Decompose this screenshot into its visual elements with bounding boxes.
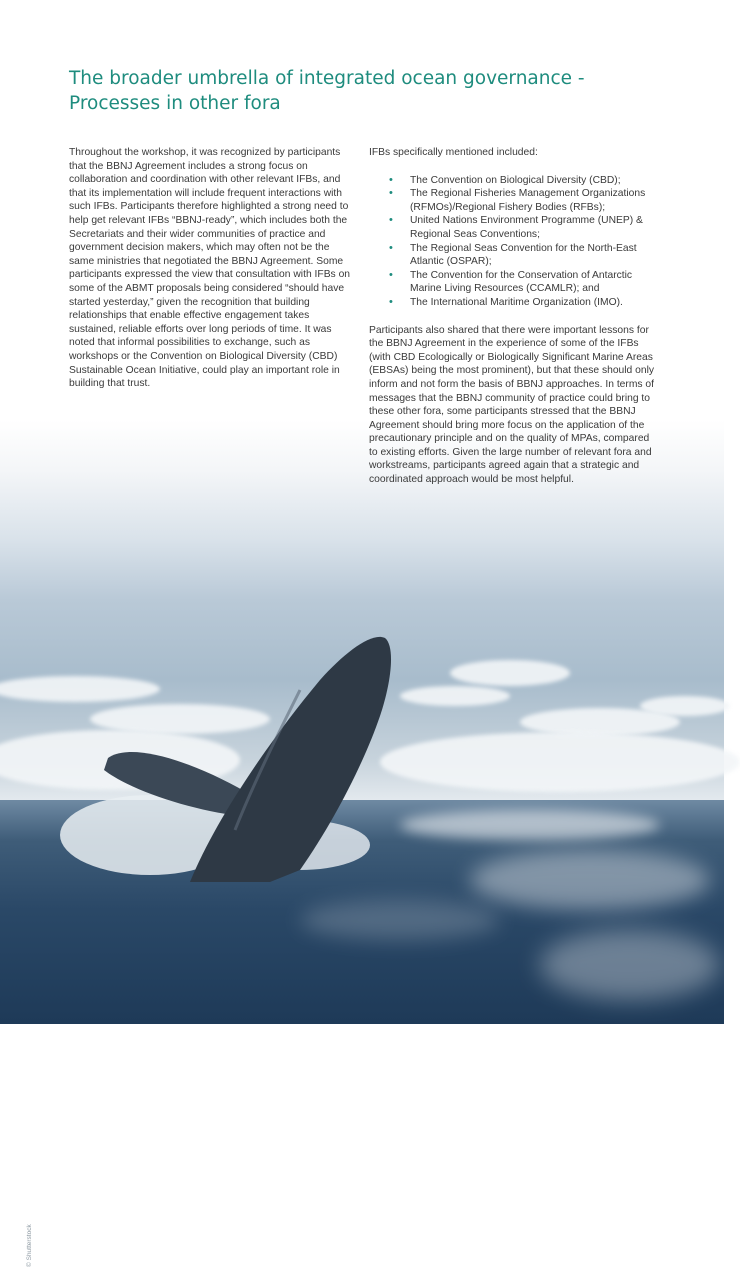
bullet-icon: •	[389, 187, 393, 200]
ifb-intro: IFBs specifically mentioned included:	[369, 147, 538, 158]
list-item-text: The Regional Fisheries Management Organizations (RFMOs)/Regional Fishery Bodies (RFBs);	[410, 188, 646, 213]
title-line-1: The broader umbrella of integrated ocean governance -	[69, 68, 585, 89]
list-item-text: The Regional Seas Convention for the North-East Atlantic (OSPAR);	[410, 242, 637, 268]
photo-credit-area	[14, 655, 33, 1267]
ifb-list	[369, 174, 655, 310]
water-sparkle	[540, 930, 720, 1000]
bullet-icon: •	[389, 268, 393, 281]
list-item	[369, 187, 655, 214]
list-item	[369, 242, 655, 269]
bullet-icon: •	[389, 173, 393, 186]
right-column	[369, 146, 655, 487]
list-item-text: The Convention on Biological Diversity (CBD);	[410, 174, 621, 186]
title-line-2: Processes in other fora	[69, 93, 281, 114]
list-item-text: The Convention for the Conservation of Antarctic Marine Living Resources (CCAMLR); and	[410, 269, 633, 295]
right-paragraph: Participants also shared that there were important lessons for the BBNJ Agreement in the experience of some of the IFBs (with CBD Ecologically or Biologically Significant Marine Areas (EBSAs) being the most prominent), but that these should only inform and not form the basis of BBNJ approaches. In terms of messages that the BBNJ community of practice could bring to these other fora, some participants stressed that the BBNJ Agreement should bring more focus on the application of the precautionary principle and on the quality of MPAs, compared to existing efforts. Given the large number of relevant fora and workstreams, participants agreed again that a strategic and coordinated approach would be most helpful.	[369, 324, 655, 486]
whale-image	[0, 620, 724, 920]
bullet-icon: •	[389, 214, 393, 227]
bullet-icon: •	[389, 241, 393, 254]
list-item	[369, 174, 655, 188]
left-paragraph: Throughout the workshop, it was recognized by participants that the BBNJ Agreement includes a strong focus on collaboration and coordination with other relevant IFBs, and that its implementation will include frequent interactions with such IFBs. Participants therefore highlighted a strong need to help get relevant IFBs “BBNJ-ready”, which includes both the Secretariats and their wider communities of practice and government decision makers, which may often not be the same ministries that negotiated the BBNJ Agreement. Some participants expressed the view that consultation with IFBs on some of the ABMT proposals being considered “should have started yesterday,” given the recognition that building relationships that enable effective engagement takes sustained, reliable efforts over long periods of time. It was noted that informal possibilities to exchange, such as workshops or the Convention on Biological Diversity (CBD) Sustainable Ocean Initiative, could play an important role in building that trust.	[69, 147, 351, 390]
list-item-text: United Nations Environment Programme (UNEP) & Regional Seas Conventions;	[410, 215, 643, 240]
list-item	[369, 296, 655, 310]
photo-credit: © Shutterstock	[26, 1224, 33, 1267]
list-item	[369, 214, 655, 241]
page-title	[69, 66, 669, 116]
left-column	[69, 146, 357, 391]
list-item	[369, 269, 655, 296]
list-item-text: The International Maritime Organization (IMO).	[410, 296, 623, 308]
bullet-icon: •	[389, 295, 393, 308]
